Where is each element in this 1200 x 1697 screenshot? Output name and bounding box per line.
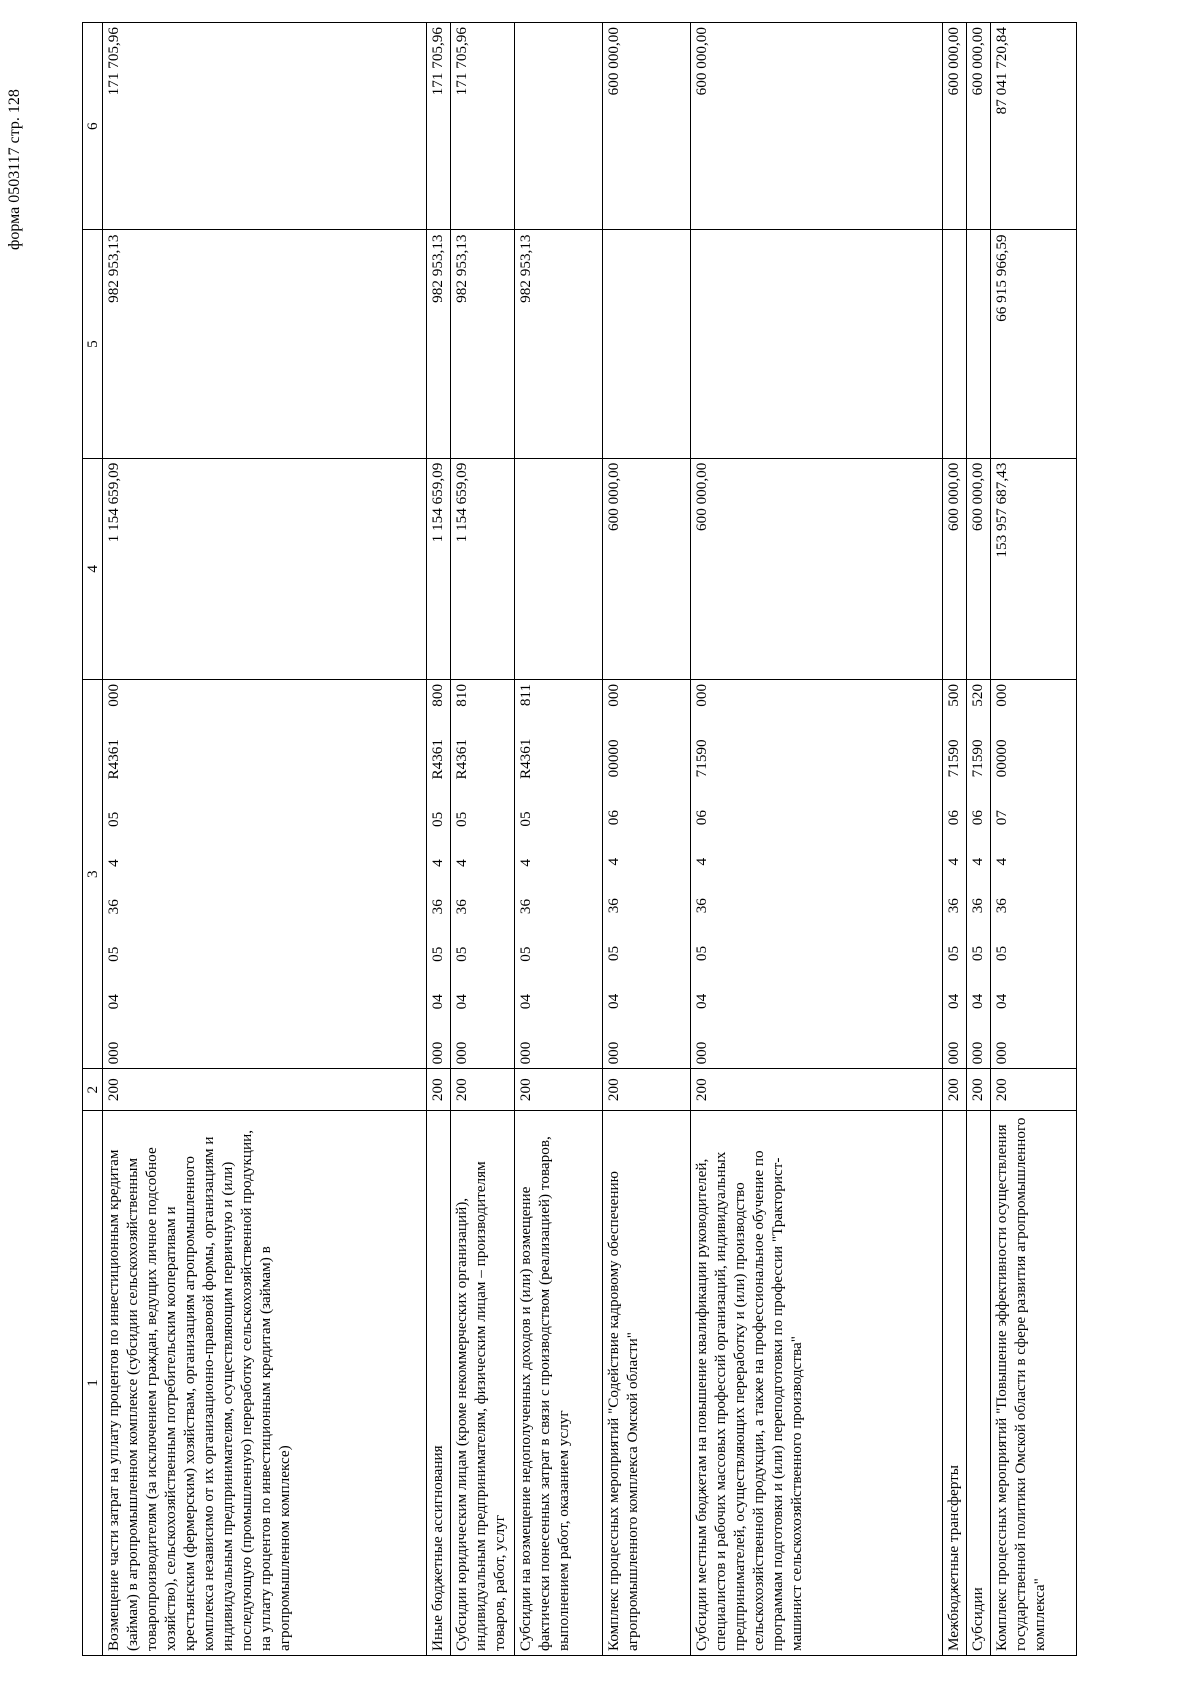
line-code-cell: 200 bbox=[967, 1069, 991, 1110]
code-segment: 000 bbox=[105, 683, 122, 707]
line-code-cell: 200 bbox=[515, 1069, 603, 1110]
line-code-cell: 200 bbox=[451, 1069, 515, 1110]
code-segment: 000 bbox=[605, 1041, 622, 1065]
classification-code bbox=[516, 684, 535, 1065]
executed-amount-cell bbox=[967, 230, 991, 458]
unexecuted-amount-cell: 87 041 720,84 bbox=[991, 23, 1077, 230]
code-segment: 71590 bbox=[693, 739, 710, 778]
table-row bbox=[603, 23, 691, 1656]
table-row bbox=[967, 23, 991, 1656]
approved-amount-cell: 600 000,00 bbox=[603, 458, 691, 679]
code-segment: 000 bbox=[605, 683, 622, 707]
code-segment: 71590 bbox=[969, 739, 986, 778]
table-row bbox=[103, 23, 427, 1656]
classification-code bbox=[692, 684, 711, 1065]
column-header-2: 2 bbox=[83, 1069, 103, 1110]
code-segment: 00000 bbox=[605, 739, 622, 778]
code-segment: 811 bbox=[517, 683, 534, 707]
column-header-4: 4 bbox=[83, 458, 103, 679]
budget-classification-code-cell bbox=[991, 679, 1077, 1069]
code-segment: 04 bbox=[105, 994, 122, 1010]
code-segment: 05 bbox=[453, 811, 470, 827]
classification-code bbox=[604, 684, 623, 1065]
budget-classification-code-cell bbox=[603, 679, 691, 1069]
executed-amount-cell bbox=[603, 230, 691, 458]
code-segment: 4 bbox=[517, 858, 534, 867]
code-segment: 04 bbox=[605, 993, 622, 1009]
classification-code bbox=[104, 684, 123, 1065]
code-segment: 05 bbox=[105, 811, 122, 827]
line-code-cell: 200 bbox=[943, 1069, 967, 1110]
code-segment: 800 bbox=[429, 683, 446, 707]
code-segment: 71590 bbox=[945, 739, 962, 778]
unexecuted-amount-cell: 600 000,00 bbox=[691, 23, 943, 230]
code-segment: 04 bbox=[453, 994, 470, 1010]
code-segment: 36 bbox=[429, 899, 446, 915]
budget-classification-code-cell bbox=[943, 679, 967, 1069]
table-row bbox=[943, 23, 967, 1656]
code-segment: 04 bbox=[945, 993, 962, 1009]
code-segment: 07 bbox=[993, 810, 1010, 826]
expense-name-cell: Межбюджетные трансферты bbox=[943, 1110, 967, 1655]
unexecuted-amount-cell: 171 705,96 bbox=[427, 23, 451, 230]
code-segment: 000 bbox=[945, 1041, 962, 1065]
line-code-cell: 200 bbox=[603, 1069, 691, 1110]
table-row bbox=[515, 23, 603, 1656]
code-segment: 000 bbox=[993, 683, 1010, 707]
unexecuted-amount-cell bbox=[515, 23, 603, 230]
code-segment: R4361 bbox=[517, 738, 534, 780]
code-segment: R4361 bbox=[429, 739, 446, 780]
code-segment: 06 bbox=[605, 810, 622, 826]
column-header-3: 3 bbox=[83, 679, 103, 1069]
line-code-cell: 200 bbox=[427, 1069, 451, 1110]
unexecuted-amount-cell: 600 000,00 bbox=[943, 23, 967, 230]
executed-amount-cell bbox=[691, 230, 943, 458]
unexecuted-amount-cell: 600 000,00 bbox=[603, 23, 691, 230]
expense-name-cell: Возмещение части затрат на уплату процентов по инвестиционным кредитам (займам) в агропромышленном комплексе (субсидии сельскохозяйственным товаропроизводителям (за исключением граждан, ведущих личное подсобное хозяйство), сельскохозяйственным потребительским кооперативам и крестьянским (фермерским) хозяйствам, организациям агропромышленного комплекса независимо от их организационно-правовой формы, организациям и индивидуальным предпринимателям, осуществляющим первичную и (или) последующую (промышленную) переработку сельскохозяйственной продукции, на уплату процентов по инвестиционным кредитам (займам) в агропромышленном комплексе) bbox=[103, 1110, 427, 1655]
executed-amount-cell: 982 953,13 bbox=[515, 230, 603, 458]
approved-amount-cell: 1 154 659,09 bbox=[427, 458, 451, 679]
classification-code bbox=[428, 684, 447, 1065]
executed-amount-cell: 982 953,13 bbox=[451, 230, 515, 458]
classification-code bbox=[992, 684, 1011, 1065]
executed-amount-cell: 66 915 966,59 bbox=[991, 230, 1077, 458]
code-segment: 4 bbox=[993, 857, 1010, 866]
code-segment: 36 bbox=[517, 898, 534, 915]
code-segment: 05 bbox=[969, 945, 986, 962]
line-code-cell: 200 bbox=[991, 1069, 1077, 1110]
budget-classification-code-cell bbox=[103, 679, 427, 1069]
code-segment: R4361 bbox=[105, 739, 122, 780]
code-segment: 04 bbox=[969, 993, 986, 1009]
code-segment: 000 bbox=[105, 1041, 122, 1065]
approved-amount-cell bbox=[515, 458, 603, 679]
classification-code bbox=[452, 684, 471, 1065]
code-segment: 06 bbox=[693, 810, 710, 826]
code-segment: 36 bbox=[453, 899, 470, 915]
executed-amount-cell bbox=[943, 230, 967, 458]
classification-code bbox=[944, 684, 963, 1065]
code-segment: 4 bbox=[605, 857, 622, 866]
code-segment: 36 bbox=[945, 898, 962, 914]
executed-amount-cell: 982 953,13 bbox=[103, 230, 427, 458]
table-row bbox=[691, 23, 943, 1656]
column-header-6: 6 bbox=[83, 23, 103, 230]
code-segment: 500 bbox=[945, 683, 962, 707]
code-segment: 000 bbox=[969, 1041, 986, 1065]
code-segment: 4 bbox=[969, 857, 986, 866]
budget-classification-code-cell bbox=[451, 679, 515, 1069]
code-segment: 000 bbox=[693, 1041, 710, 1065]
code-segment: 810 bbox=[453, 683, 470, 707]
code-segment: 4 bbox=[105, 859, 122, 867]
approved-amount-cell: 600 000,00 bbox=[943, 458, 967, 679]
code-segment: 04 bbox=[517, 994, 534, 1010]
budget-classification-code-cell bbox=[967, 679, 991, 1069]
code-segment: 000 bbox=[429, 1041, 446, 1065]
code-segment: 05 bbox=[453, 946, 470, 962]
line-code-cell: 200 bbox=[103, 1069, 427, 1110]
classification-code bbox=[968, 684, 987, 1065]
code-segment: 000 bbox=[693, 683, 710, 707]
code-segment: 06 bbox=[969, 810, 986, 826]
budget-execution-table bbox=[82, 22, 1077, 1656]
line-code-cell: 200 bbox=[691, 1069, 943, 1110]
code-segment: 36 bbox=[605, 898, 622, 914]
code-segment: 36 bbox=[993, 898, 1010, 914]
code-segment: 000 bbox=[993, 1041, 1010, 1065]
code-segment: 36 bbox=[693, 898, 710, 914]
unexecuted-amount-cell: 171 705,96 bbox=[103, 23, 427, 230]
approved-amount-cell: 600 000,00 bbox=[691, 458, 943, 679]
code-segment: 05 bbox=[993, 945, 1010, 962]
code-segment: 05 bbox=[693, 945, 710, 962]
code-segment: 05 bbox=[945, 945, 962, 962]
code-segment: 05 bbox=[429, 946, 446, 962]
table-row bbox=[427, 23, 451, 1656]
approved-amount-cell: 600 000,00 bbox=[967, 458, 991, 679]
code-segment: 05 bbox=[605, 945, 622, 962]
code-segment: 04 bbox=[993, 993, 1010, 1009]
expense-name-cell: Комплекс процессных мероприятий "Повышение эффективности осуществления государственной политики Омской области в сфере развития агропромышленного комплекса" bbox=[991, 1110, 1077, 1655]
code-segment: 00000 bbox=[993, 739, 1010, 778]
approved-amount-cell: 153 957 687,43 bbox=[991, 458, 1077, 679]
expense-name-cell: Иные бюджетные ассигнования bbox=[427, 1110, 451, 1655]
code-segment: 000 bbox=[453, 1041, 470, 1065]
code-segment: 04 bbox=[429, 994, 446, 1010]
code-segment: 4 bbox=[693, 857, 710, 866]
executed-amount-cell: 982 953,13 bbox=[427, 230, 451, 458]
expense-name-cell: Комплекс процессных мероприятий "Содействие кадровому обеспечению агропромышленного комплекса Омской области" bbox=[603, 1110, 691, 1655]
code-segment: 4 bbox=[945, 857, 962, 866]
code-segment: 4 bbox=[453, 859, 470, 867]
code-segment: 000 bbox=[517, 1041, 534, 1065]
expense-name-cell: Субсидии на возмещение недополученных доходов и (или) возмещение фактически понесенных затрат в связи с производством (реализацией) товаров, выполнением работ, оказанием услуг bbox=[515, 1110, 603, 1655]
code-segment: 05 bbox=[517, 811, 534, 827]
column-number-row bbox=[83, 23, 103, 1656]
code-segment: 04 bbox=[693, 993, 710, 1009]
form-number-label: форма 0503117 стр. 128 bbox=[6, 89, 23, 250]
code-segment: 06 bbox=[945, 810, 962, 826]
budget-classification-code-cell bbox=[515, 679, 603, 1069]
budget-classification-code-cell bbox=[691, 679, 943, 1069]
code-segment: 4 bbox=[429, 859, 446, 867]
approved-amount-cell: 1 154 659,09 bbox=[451, 458, 515, 679]
expense-name-cell: Субсидии юридическим лицам (кроме некоммерческих организаций), индивидуальным предпринимателям, физическим лицам – производителям товаров, работ, услуг bbox=[451, 1110, 515, 1655]
expense-name-cell: Субсидии местным бюджетам на повышение квалификации руководителей, специалистов и рабочих массовых профессий организаций, индивидуальных предпринимателей, осуществляющих переработку и (или) производство сельскохозяйственной продукции, а также на профессиональное обучение по программам подготовки и (или) переподготовки по профессии "Тракторист-машинист сельскохозяйственного производства" bbox=[691, 1110, 943, 1655]
column-header-1: 1 bbox=[83, 1110, 103, 1655]
code-segment: 05 bbox=[429, 811, 446, 827]
unexecuted-amount-cell: 600 000,00 bbox=[967, 23, 991, 230]
expense-name-cell: Субсидии bbox=[967, 1110, 991, 1655]
table-row bbox=[451, 23, 515, 1656]
code-segment: 05 bbox=[517, 946, 534, 962]
code-segment: R4361 bbox=[453, 739, 470, 780]
approved-amount-cell: 1 154 659,09 bbox=[103, 458, 427, 679]
unexecuted-amount-cell: 171 705,96 bbox=[451, 23, 515, 230]
table-row bbox=[991, 23, 1077, 1656]
column-header-5: 5 bbox=[83, 230, 103, 458]
budget-classification-code-cell bbox=[427, 679, 451, 1069]
code-segment: 05 bbox=[105, 946, 122, 962]
code-segment: 520 bbox=[969, 683, 986, 707]
code-segment: 36 bbox=[969, 898, 986, 914]
code-segment: 36 bbox=[105, 899, 122, 915]
